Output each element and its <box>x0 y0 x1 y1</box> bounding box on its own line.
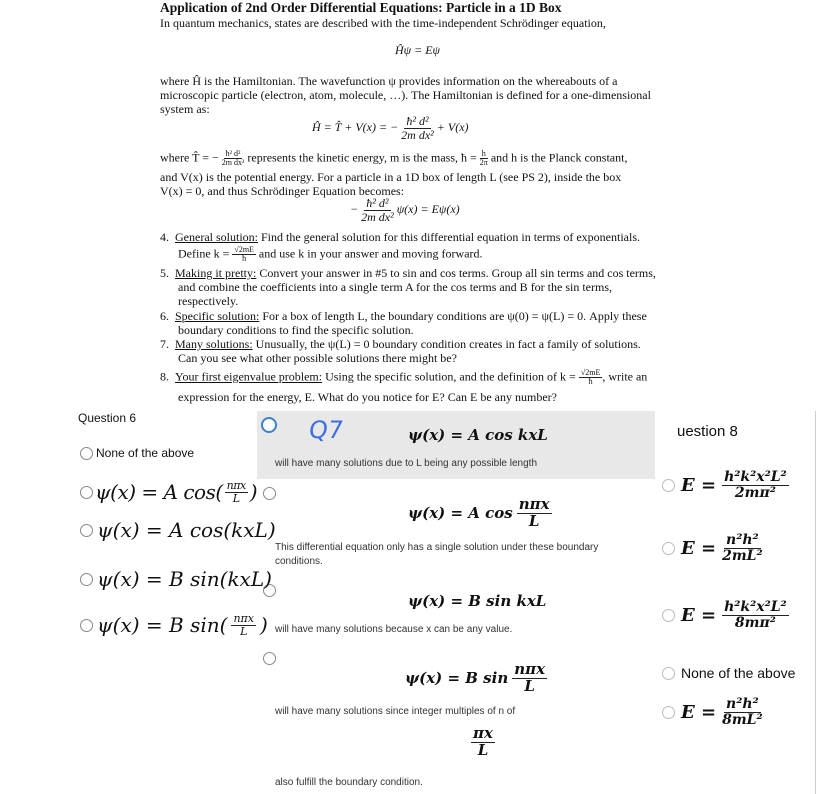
hamiltonian-equation <box>312 115 469 141</box>
eq-den: ħ <box>588 377 593 387</box>
item-text: respectively. <box>178 294 239 308</box>
kinetic-energy-line <box>160 150 627 168</box>
q7-option-1-note: will have many solutions due to L being any possible length <box>275 458 538 469</box>
eq-num: nπx <box>514 660 546 678</box>
q8-option-3[interactable] <box>662 600 789 630</box>
radio-button[interactable] <box>80 619 93 632</box>
eq-den: ħ <box>242 254 247 264</box>
item-text: , write an <box>602 369 648 384</box>
q7-option-3-note: will have many solutions because x can be any value. <box>275 624 513 635</box>
eq-part: Ĥ = T̂ + V(x) = − <box>312 119 399 134</box>
q7-option-4-note-end: also fulfill the boundary condition. <box>275 777 423 788</box>
q7-radio-4[interactable] <box>263 652 276 665</box>
eq-num: h²k²x²L² <box>724 469 787 485</box>
q7-option-3-equation: ψ(x) = B sin kxL <box>408 592 547 610</box>
item-number: 7. <box>160 337 169 351</box>
eq-den: L <box>528 511 540 530</box>
item-number: 4. <box>160 230 169 244</box>
eq-num: h²k²x²L² <box>724 599 787 615</box>
eq-part: E = <box>681 474 717 496</box>
doc-paragraph-3 <box>160 170 621 198</box>
q8-option-5[interactable] <box>662 697 763 727</box>
item-text: expression for the energy, E. What do you notice for E? Can E be any number? <box>178 389 557 404</box>
option-equation: ψ(x) = B sin(kxL) <box>97 567 272 591</box>
eq-den: L <box>240 624 248 638</box>
radio-button[interactable] <box>662 479 675 492</box>
schrodinger-equation: Ĥψ = Eψ <box>395 43 440 57</box>
eq-num: ħ² d² <box>366 196 389 210</box>
q7-option-2-note <box>275 541 598 569</box>
eq-part: ψ(x) = B sin( <box>97 613 228 638</box>
eq-part: E = <box>681 537 717 559</box>
eq-part: ) <box>249 480 257 505</box>
item-text: Using the specific solution, and the definition of k = <box>325 369 576 384</box>
eq-den: 2mπ² <box>734 484 776 501</box>
q6-option-none[interactable] <box>80 446 194 460</box>
radio-button[interactable] <box>662 542 675 555</box>
text-line: microscopic particle (electron, atom, molecule, …). The Hamiltonian is defined for a one-dimensional <box>160 88 651 102</box>
q7-option-1-equation: ψ(x) = A cos kxL <box>408 426 548 444</box>
text: where T̂ = − <box>160 150 219 165</box>
eq-num: h <box>481 149 486 158</box>
q8-option-none[interactable] <box>662 665 795 681</box>
q7-option-4-equation <box>405 662 547 695</box>
q8-option-1[interactable] <box>662 470 789 500</box>
eq-num: n²h² <box>726 532 759 548</box>
doc-intro: In quantum mechanics, states are described with the time-independent Schrödinger equation, <box>160 16 606 30</box>
eq-den: 2m dx² <box>401 127 434 142</box>
item-heading: Making it pretty: <box>175 266 257 280</box>
q6-option-2[interactable] <box>80 518 276 542</box>
eq-den: 2π <box>479 158 488 168</box>
q7-radio-1[interactable] <box>261 417 277 433</box>
q8-option-2[interactable] <box>662 533 763 563</box>
eq-part: ψ(x) = Eψ(x) <box>396 201 460 216</box>
item-text: Unusually, the ψ(L) = 0 boundary condition creates in fact a family of solutions. <box>255 337 641 351</box>
q7-handwritten-label: Q7 <box>307 416 346 444</box>
eq-den: 8mL² <box>722 711 763 728</box>
eq-part: E = <box>681 701 717 723</box>
radio-button[interactable] <box>80 447 93 460</box>
text-line: and V(x) is the potential energy. For a particle in a 1D box of length L (see PS 2), inside the box <box>160 170 622 184</box>
q7-option-4-note: will have many solutions since integer multiples of n of <box>275 706 516 717</box>
text-line: where Ĥ is the Hamiltonian. The wavefunction ψ provides information on the whereabouts of a <box>160 74 618 88</box>
doc-paragraph-1 <box>160 74 651 116</box>
radio-button[interactable] <box>80 524 93 537</box>
radio-button[interactable] <box>80 573 93 586</box>
eq-part: ψ(x) = A cos <box>408 504 513 523</box>
item-text: Can you see what other possible solutions there might be? <box>178 351 457 365</box>
eq-part: ψ(x) = B sin <box>405 669 509 688</box>
item-heading: Specific solution: <box>175 309 260 323</box>
eq-num: nπx <box>226 479 246 492</box>
eq-num: √2mE <box>580 368 601 377</box>
eq-part: + V(x) <box>436 119 469 134</box>
item-number: 5. <box>160 266 169 280</box>
q7-radio-2[interactable] <box>263 487 276 500</box>
eq-part: ) <box>259 613 268 638</box>
question-item-8 <box>160 369 647 404</box>
option-equation: ψ(x) = A cos(kxL) <box>97 518 276 542</box>
note-line: This differential equation only has a single solution under these boundary <box>275 542 599 553</box>
item-number: 8. <box>160 369 169 384</box>
item-text: and use k in your answer and moving forward. <box>258 246 483 261</box>
text: and h is the Planck constant, <box>490 150 628 165</box>
radio-button[interactable] <box>80 486 93 499</box>
box-schrodinger-equation <box>350 197 460 223</box>
item-heading: General solution: <box>175 230 258 244</box>
radio-button[interactable] <box>662 706 675 719</box>
item-text: boundary conditions to find the specific solution. <box>178 323 414 337</box>
eq-num: nπx <box>518 495 550 513</box>
option-label: None of the above <box>96 446 195 460</box>
panel-border <box>815 411 816 794</box>
eq-num: n²h² <box>726 696 759 712</box>
eq-den: 8mπ² <box>734 614 776 631</box>
eq-num: nπx <box>233 612 254 625</box>
note-line: conditions. <box>275 556 323 567</box>
item-text: For a box of length L, the boundary conditions are ψ(0) = ψ(L) = 0. Apply these <box>262 309 647 323</box>
eq-part: E = <box>681 604 717 626</box>
question-6-title: Question 6 <box>78 411 137 425</box>
text: represents the kinetic energy, m is the mass, ħ = <box>247 150 477 165</box>
doc-title: Application of 2nd Order Differential Equations: Particle in a 1D Box <box>160 0 562 15</box>
item-text: and combine the coefficients into a single term A for the cos terms and B for the sin terms, <box>178 280 613 294</box>
q6-option-4[interactable] <box>80 613 268 637</box>
question-8-title: uestion 8 <box>677 423 738 440</box>
eq-den: 2mL² <box>722 547 763 564</box>
eq-den: L <box>232 491 240 505</box>
q6-option-1[interactable] <box>80 480 257 504</box>
question-item-4 <box>160 230 640 264</box>
q7-option-2-equation <box>408 497 552 530</box>
eq-num: √2mE <box>234 245 254 254</box>
item-heading: Many solutions: <box>175 337 253 351</box>
eq-part: − <box>350 201 359 216</box>
question-item-5 <box>160 266 656 308</box>
text-line: system as: <box>160 102 210 116</box>
item-text: Define k = <box>178 246 230 261</box>
eq-num: πx <box>473 724 493 742</box>
eq-den: L <box>524 676 535 695</box>
eq-den: 2m dx² <box>221 158 245 168</box>
item-text: Find the general solution for this differential equation in terms of exponentials. <box>260 230 641 244</box>
q7-option-4-fraction <box>471 726 495 759</box>
eq-den: L <box>477 740 489 759</box>
item-number: 6. <box>160 309 169 323</box>
eq-part: ψ(x) = A cos( <box>95 480 223 505</box>
question-item-6 <box>160 309 647 337</box>
question-item-7 <box>160 337 641 365</box>
radio-button[interactable] <box>662 609 675 622</box>
item-text: Convert your answer in #5 to sin and cos terms. Group all sin terms and cos terms, <box>259 266 656 280</box>
eq-num: ħ² d² <box>225 149 241 158</box>
radio-button[interactable] <box>662 667 675 680</box>
q6-option-3[interactable] <box>80 567 272 591</box>
eq-num: ħ² d² <box>406 114 429 128</box>
item-heading: Your first eigenvalue problem: <box>175 369 323 384</box>
text-line: V(x) = 0, and thus Schrödinger Equation becomes: <box>160 184 405 198</box>
eq-den: 2m dx² <box>361 209 394 224</box>
option-label: None of the above <box>681 665 796 681</box>
